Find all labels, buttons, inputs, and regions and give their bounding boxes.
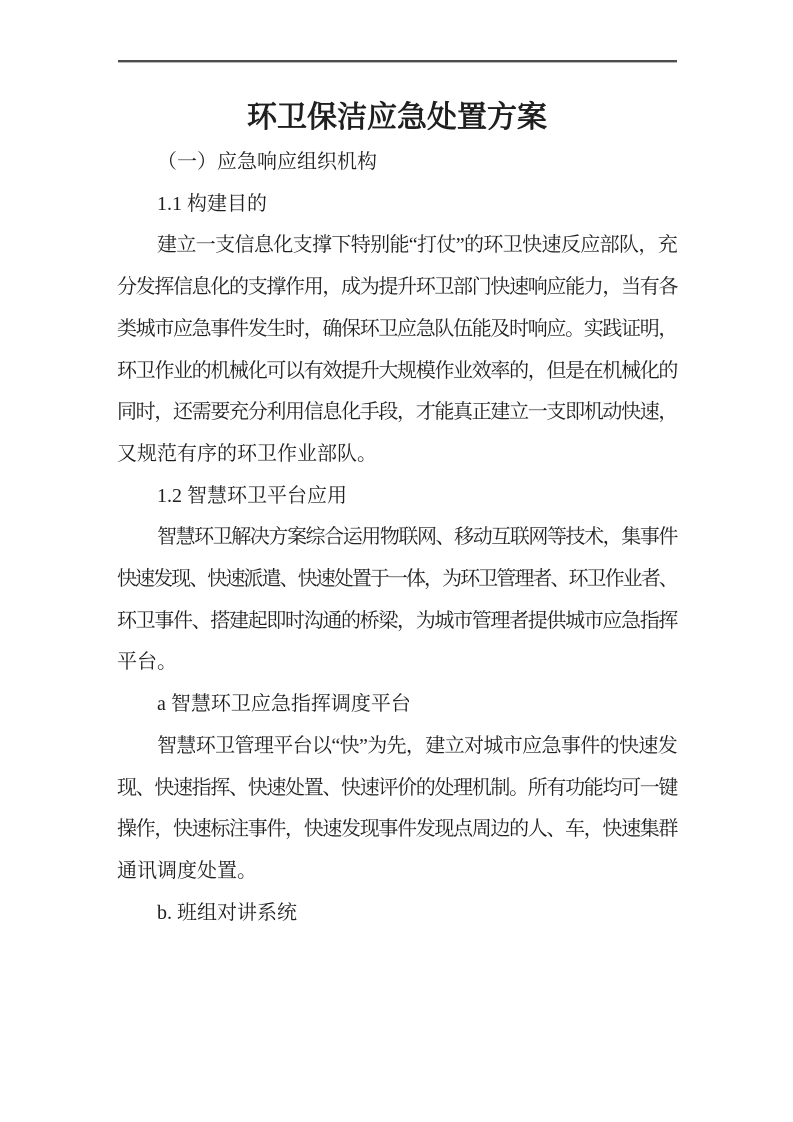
paragraph-line [117,726,677,768]
paragraph-line [117,434,677,476]
text-run: 同时，还需要充分利用信息化手段，才能真正建立一支即机动快速， [117,401,678,424]
text-run: a 智慧环卫应急指挥调度平台 [157,693,411,716]
paragraph-line [117,809,677,851]
document-content [117,93,677,934]
paragraph-line [117,351,677,393]
paragraph-line [117,601,677,643]
header-rule [118,60,677,63]
paragraph-line [117,225,677,267]
heading-line [117,476,677,518]
heading-line [117,893,677,935]
text-run: 1.2 智慧环卫平台应用 [157,484,347,507]
text-run: 类城市应急事件发生时，确保环卫应急队伍能及时响应。实践证明， [117,317,678,340]
heading-line [117,684,677,726]
document-body [117,142,677,934]
paragraph-line [117,392,677,434]
paragraph-line [117,309,677,351]
text-run: （一）应急响应组织机构 [157,151,377,173]
text-run: 建立一支信息化支撑下特别能“打仗”的环卫快速反应部队，充 [157,234,678,257]
paragraph-line [117,768,677,810]
page-title: 环卫保洁应急处置方案 [247,101,547,134]
text-run: 又规范有序的环卫作业部队。 [117,442,377,465]
text-run: 智慧环卫管理平台以“快”为先，建立对城市应急事件的快速发 [157,734,678,757]
text-run: b. 班组对讲系统 [157,901,297,924]
text-run: 智慧环卫解决方案综合运用物联网、移动互联网等技术，集事件 [157,526,677,549]
text-run: 1.1 构建目的 [157,192,267,215]
paragraph-line [117,559,677,601]
text-run: 快速发现、快速派遣、快速处置于一体，为环卫管理者、环卫作业者、 [117,568,677,591]
heading-line [117,184,677,226]
text-run: 分发挥信息化的支撑作用，成为提升环卫部门快速响应能力，当有各 [117,276,678,299]
heading-line [117,142,677,184]
paragraph-line [117,851,677,893]
paragraph-line [117,267,677,309]
text-run: 环卫作业的机械化可以有效提升大规模作业效率的，但是在机械化的 [117,359,678,382]
paragraph-line [117,642,677,684]
text-run: 操作，快速标注事件，快速发现事件发现点周边的人、车，快速集群 [117,818,678,841]
paragraph-line [117,517,677,559]
text-run: 现、快速指挥、快速处置、快速评价的处理机制。所有功能均可一键 [117,776,678,799]
text-run: 通讯调度处置。 [117,859,257,882]
text-run: 环卫事件、搭建起即时沟通的桥梁，为城市管理者提供城市应急指挥 [117,609,678,632]
text-run: 平台。 [117,651,177,674]
